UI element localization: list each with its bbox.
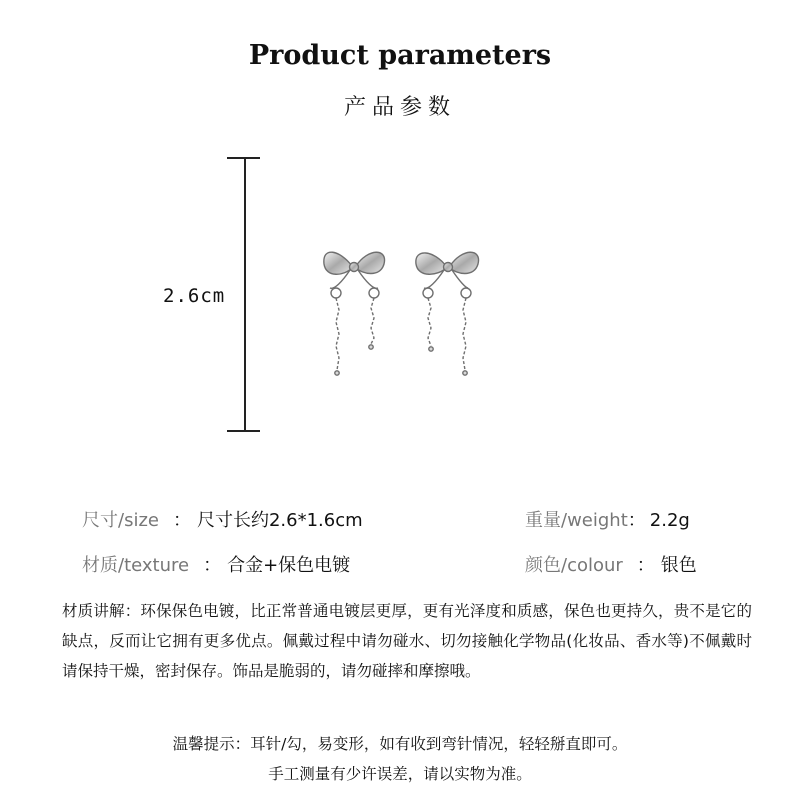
spec-colour: [525, 551, 697, 577]
dimension-label: 2.6cm: [163, 285, 226, 307]
product-image: [300, 230, 510, 390]
dimension-line: [244, 157, 246, 432]
spec-texture-sep: ：: [203, 555, 222, 576]
spec-colour-value: 银色: [660, 555, 697, 576]
page-title: Product parameters: [248, 40, 552, 71]
tip-line-1: 温馨提示：耳针/勾，易变形，如有收到弯针情况，轻轻掰直即可。: [172, 735, 628, 753]
spec-weight-sep: ：: [627, 510, 646, 531]
spec-texture-value: 合金+保色电镀: [227, 555, 351, 576]
spec-texture-key: 材质/texture: [82, 555, 190, 576]
spec-colour-sep: ：: [636, 555, 655, 576]
spec-weight-key: 重量/weight: [525, 510, 628, 531]
spec-size-value: 尺寸长约2.6*1.6cm: [196, 510, 363, 531]
spec-size: [82, 506, 363, 532]
material-note: 材质讲解：环保保色电镀，比正常普通电镀层更厚，更有光泽度和质感，保色也更持久，贵不是它的缺点，反而让它拥有更多优点。佩戴过程中请勿碰水、切勿接触化学物品(化妆品、香水等)不佩戴时请保持干燥，密封保存。饰品是脆弱的，请勿碰摔和摩擦哦。: [62, 602, 752, 680]
bow-earrings-icon: [300, 230, 510, 390]
spec-weight: [525, 506, 690, 532]
spec-texture: [82, 551, 350, 577]
spec-size-key: 尺寸/size: [82, 510, 159, 531]
tip-line-2: 手工测量有少许误差，请以实物为准。: [268, 765, 532, 783]
spec-size-sep: ：: [172, 510, 191, 531]
right-earring: [416, 252, 479, 375]
spec-weight-value: 2.2g: [649, 510, 690, 531]
dimension-bottom-cap: [227, 430, 260, 432]
left-earring: [324, 252, 385, 375]
spec-colour-key: 颜色/colour: [525, 555, 623, 576]
page-subtitle: 产品参数: [343, 95, 456, 120]
